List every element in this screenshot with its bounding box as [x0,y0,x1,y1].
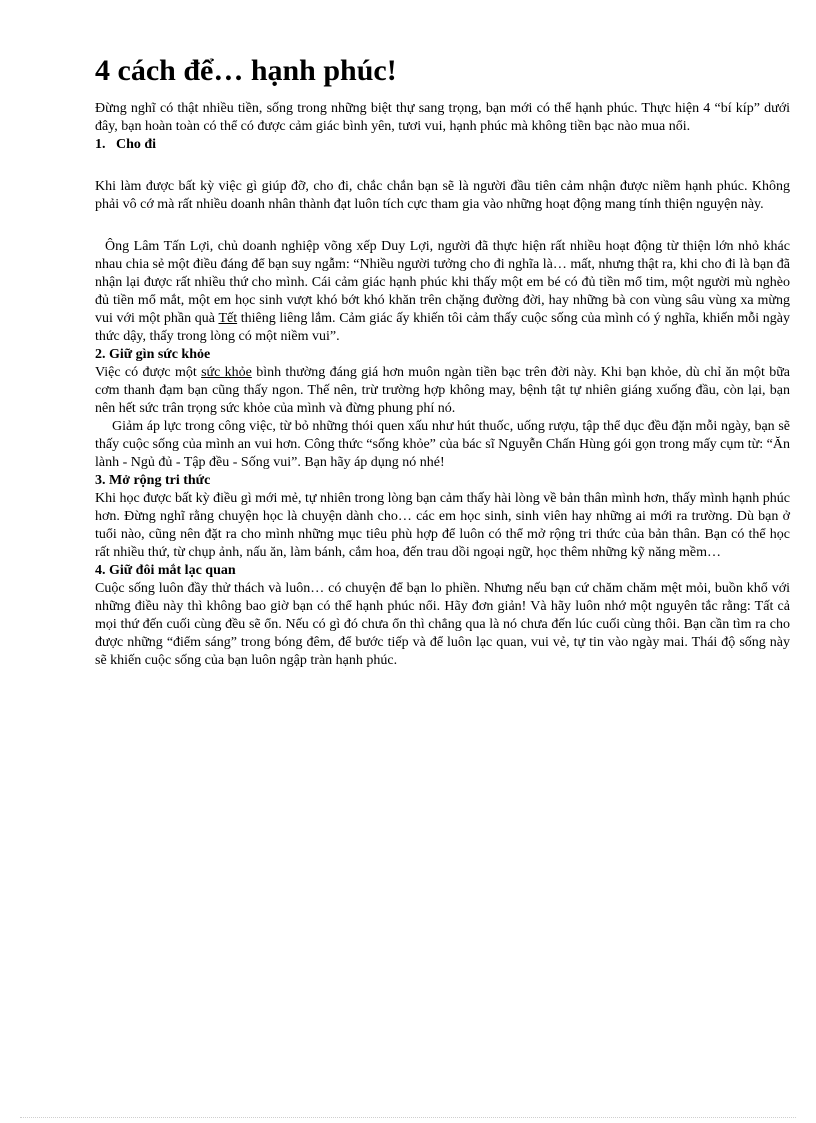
section-2-heading: 2. Giữ gìn sức khỏe [95,347,211,362]
health-link[interactable]: sức khỏe [201,365,252,380]
intro-paragraph: Đừng nghĩ có thật nhiều tiền, sống trong những biệt thự sang trọng, bạn mới có thể hạnh phúc. Thực hiện 4 “bí kíp” dưới đây, bạn hoàn toàn có thể có được cảm giác bình yên, tươi vui, hạnh phúc mà không tiền bạc nào mua nổi. [95,101,790,134]
section-2-paragraph-2: Giảm áp lực trong công việc, từ bỏ những thói quen xấu như hút thuốc, uống rượu, tập thể dục đều đặn mỗi ngày, bạn sẽ thấy cuộc sống của mình an vui hơn. Công thức “sống khỏe” của bác sĩ Nguyễn Chấn Hùng gói gọn trong mấy cụm từ: “Ăn lành - Ngủ đủ - Tập đều - Sống vui”. Bạn hãy áp dụng nó nhé! [95,419,790,470]
section-3-paragraph-1: Khi học được bất kỳ điều gì mới mẻ, tự nhiên trong lòng bạn cảm thấy hài lòng về bản thân mình hơn, thấy mình hạnh phúc hơn. Đừng nghĩ rằng chuyện học là chuyện dành cho… các em học sinh, sinh viên hay những ai mới ra trường. Dù bạn ở tuổi nào, cũng nên đặt ra cho mình những mục tiêu phù hợp để luôn có thể mở rộng tri thức của bản thân. Bạn có thể học rất nhiều thứ, từ chụp ảnh, nấu ăn, làm bánh, cắm hoa, đến trau dồi ngoại ngữ, học thêm những kỹ năng mềm… [95,491,790,560]
page-bottom-divider [20,1117,796,1118]
section-4-paragraph-1: Cuộc sống luôn đầy thử thách và luôn… có chuyện để bạn lo phiền. Nhưng nếu bạn cứ chăm chăm mệt mỏi, buồn khổ với những điều này thì không bao giờ bạn có thể hạnh phúc nổi. Hãy đơn giản! Và hãy luôn nhớ một nguyên tắc rằng: Tất cả mọi thứ đến cuối cùng đều sẽ ổn. Nếu có gì đó chưa ổn thì chẳng qua là nó chưa đến lúc cuối cùng thôi. Bạn cần tìm ra cho được những “điểm sáng” trong bóng đêm, để bước tiếp và để luôn lạc quan, vui vẻ, tự tin vào ngày mai. Thái độ sống này sẽ khiến cuộc sống của bạn luôn ngập tràn hạnh phúc. [95,581,790,668]
section-2-paragraph-1 [95,364,790,418]
section-2-paragraph-1-start: Việc có được một [95,365,202,380]
section-2-paragraph-1-end: bình thường đáng giá hơn muôn ngàn tiền bạc trên đời này. Khi bạn khỏe, dù chỉ ăn một bữa cơm thanh đạm bạn cũng thấy ngon. Thế nên, trừ trường hợp không may, bệnh tật tự nhiên giáng xuống đầu, còn lại, bạn nên hết sức trân trọng sức khỏe của mình và đừng phung phí nó. [95,365,790,416]
section-1-paragraph-2 [95,238,790,346]
section-1-paragraph-1: Khi làm được bất kỳ việc gì giúp đỡ, cho đi, chắc chắn bạn sẽ là người đầu tiên cảm nhận được niềm hạnh phúc. Không phải vô cớ mà rất nhiều doanh nhân thành đạt luôn tích cực tham gia vào những hoạt động mang tính thiện nguyện này. [95,179,790,212]
section-1-heading: 1. Cho đi [95,137,157,152]
section-4-heading: 4. Giữ đôi mắt lạc quan [95,563,236,578]
page-title: 4 cách để… hạnh phúc! [95,54,397,87]
section-1-paragraph-2-end: thiêng liêng lắm. Cảm giác ấy khiến tôi cảm thấy cuộc sống của mình có ý nghĩa, khiến mỗi ngày thức dậy, thấy trong lòng có một niềm vui”. [95,311,790,344]
document-page [95,52,790,670]
section-3-heading: 3. Mở rộng tri thức [95,473,211,488]
tet-link[interactable]: Tết [218,311,238,326]
section-1-paragraph-2-start: Ông Lâm Tấn Lợi, chủ doanh nghiệp võng xếp Duy Lợi, người đã thực hiện rất nhiều hoạt động từ thiện lớn nhỏ khác nhau chia sẻ một điều đáng để bạn suy ngẫm: “Nhiều người tưởng cho đi nghĩa là… mất, nhưng thật ra, khi cho đi là bạn đã nhận lại được rất nhiều thứ cho mình. Cái cảm giác hạnh phúc khi thấy một em bé có đủ tiền mổ tim, một người mù nghèo đủ tiền mổ mắt, một em học sinh vượt khó bớt khó khăn trên chặng đường đời, hay những bà con vùng sâu vùng xa mừng vui với một phần quà [95,239,790,326]
